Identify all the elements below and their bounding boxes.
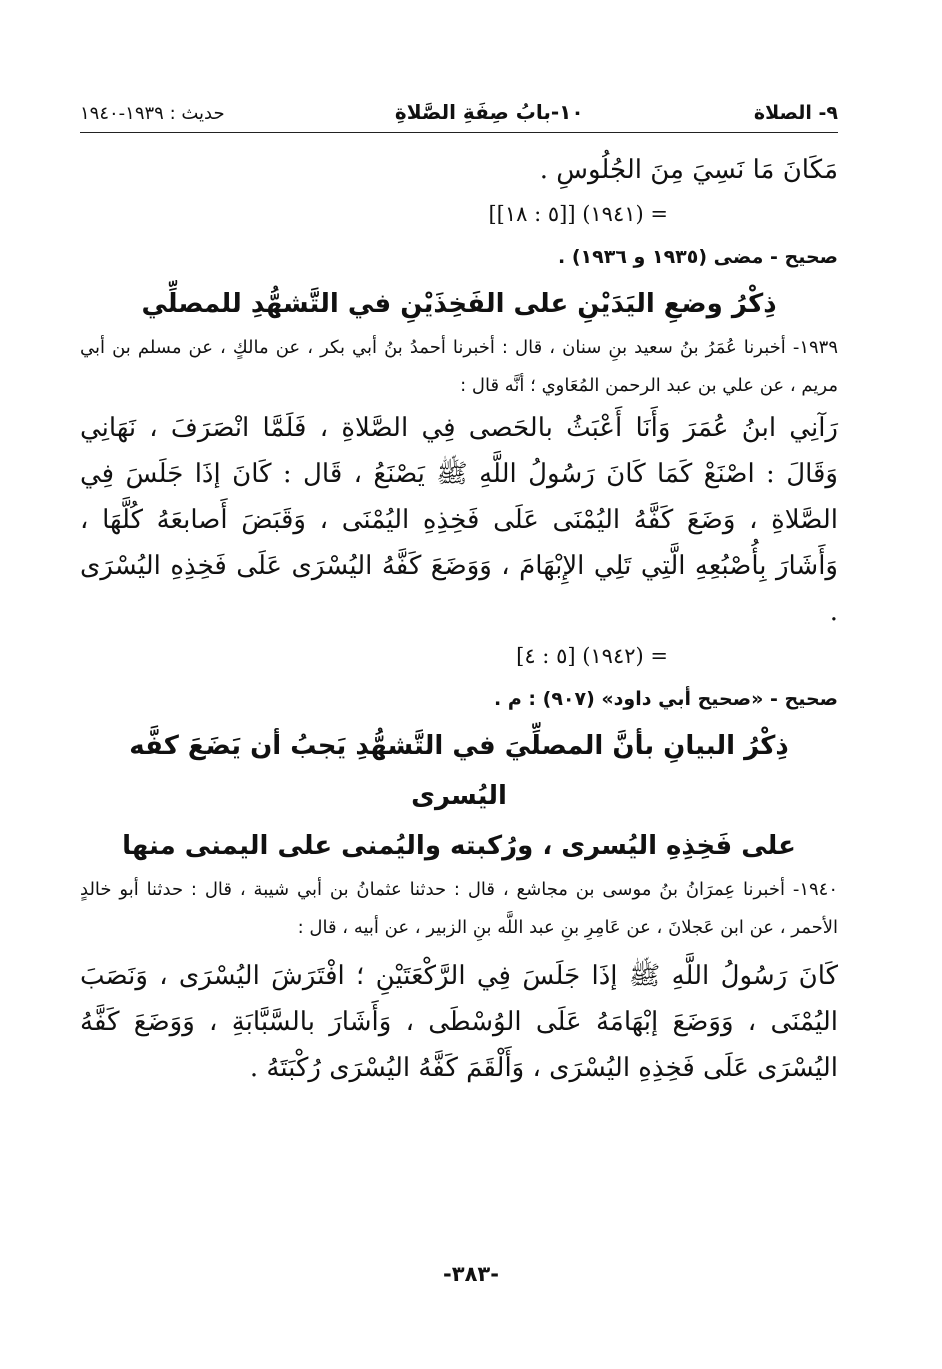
header-hadith-range: حديث : ١٩٣٩-١٩٤٠ <box>80 103 225 124</box>
hadith-1939-matn: رَآنِي ابنُ عُمَرَ وَأَنَا أَعْبَثُ بالحَصى فِي الصَّلاةِ ، فَلَمَّا انْصَرَفَ ، نَهَانِي وَقَالَ : اصْنَعْ كَمَا كَانَ رَسُولُ اللَّهِ ﷺ يَصْنَعُ ، قَال : كَانَ إذَا جَلَسَ فِي الصَّلاةِ ، وَضَعَ كَفَّهُ اليُمْنَى عَلَى فَخِذِهِ اليُمْنَى ، وَقَبَضَ أَصابعَهُ كُلَّهَا ، وَأَشَارَ بِأُصْبُعِهِ الَّتِي تَلِي الإِبْهَامَ ، وَوَضَعَ كَفَّهُ اليُسْرَى عَلَى فَخِذِهِ اليُسْرَى . <box>80 413 838 627</box>
hadith-1940-matn: كَانَ رَسُولُ اللَّهِ ﷺ إذَا جَلَسَ فِي الرَّكْعَتَيْنِ ؛ افْتَرَشَ اليُسْرَى ، وَنَصَبَ اليُمْنَى ، وَوَضَعَ إبْهَامَهُ عَلَى الوُسْطَى ، وَأَشَارَ بالسَّبَّابَةِ ، وَوَضَعَ كَفَّهُ اليُسْرَى عَلَى فَخِذِهِ اليُسْرَى ، وَأَلْقَمَ كَفَّهُ اليُسْرَى رُكْبَتَهُ . <box>80 961 838 1083</box>
header-chapter: ١٠-بابُ صِفَةِ الصَّلاةِ <box>394 100 584 124</box>
section2-heading-line2: على فَخِذِهِ اليُسرى ، ورُكبته واليُمنى على اليمنى منها <box>122 831 796 861</box>
hadith-1940-isnad: ١٩٤٠- أخبرنا عِمرَانُ بنُ موسى بن مجاشع ، قال : حدثنا عثمانُ بن أبي شيبة ، قال : حدثنا أبو خالدٍ الأحمر ، عن ابن عَجلانَ ، عن عَامِرِ بنِ عبد اللَّه بنِ الزبير ، عن أبيه ، قال : <box>80 879 838 938</box>
hadith-1939-isnad: ١٩٣٩- أخبرنا عُمَرُ بنُ سعيد بنِ سنان ، قال : أخبرنا أحمدُ بنُ أبي بكر ، عن مالكٍ ، عن مسلم بن أبي مريم ، عن علي بن عبد الرحمن المُعَاوي ؛ أنَّه قال : <box>80 337 838 396</box>
hadith-1939-grade: صحيح - «صحيح أبي داود» (٩٠٧) : م . <box>494 688 838 710</box>
prev-hadith-text: مَكَانَ مَا نَسِيَ مِنَ الجُلُوسِ . <box>539 155 838 185</box>
prev-hadith-grade: صحيح - مضى (١٩٣٥ و ١٩٣٦) . <box>558 246 838 268</box>
section1-heading: ذِكْرُ وضعِ اليَدَيْنِ على الفَخِذَيْنِ في التَّشهُّدِ للمصلِّي <box>141 289 777 319</box>
page-body <box>80 147 838 1091</box>
page <box>80 100 838 1091</box>
page-number: -٣٨٣- <box>443 1262 499 1286</box>
section2-heading-line1: ذِكْرُ البيانِ بأنَّ المصلِّيَ في التَّشهُّدِ يَجبُ أن يَضَعَ كفَّه اليُسرى <box>129 731 789 811</box>
hadith-1939-ref: = (١٩٤٢) [٥ : ٤] <box>516 644 668 668</box>
running-header <box>80 100 838 133</box>
prev-hadith-ref: = (١٩٤١) [[٥ : ١٨]] <box>488 202 668 226</box>
header-book: ٩- الصلاة <box>753 102 838 124</box>
